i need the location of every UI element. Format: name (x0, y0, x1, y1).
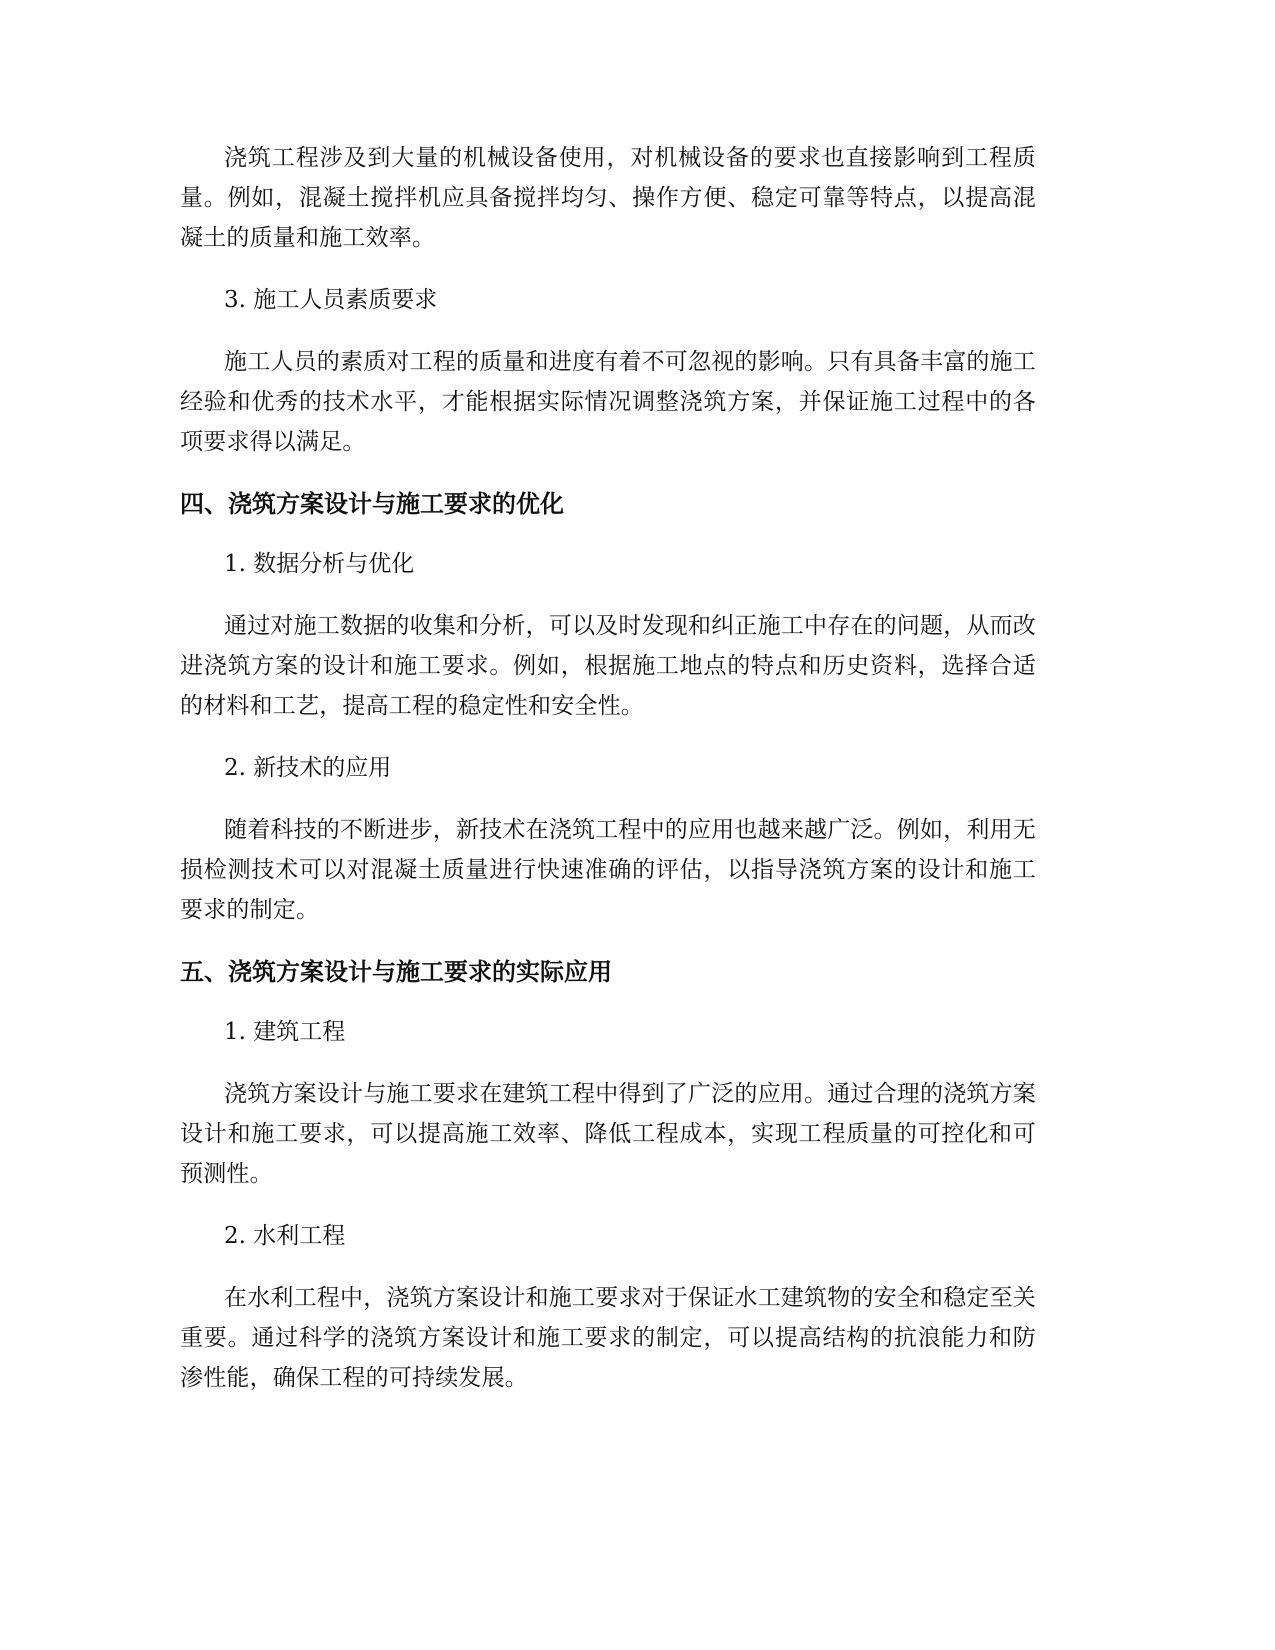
subheading-new-tech: 2. 新技术的应用 (224, 755, 392, 781)
paragraph-new-tech: 随着科技的不断进步，新技术在浇筑工程中的应用也越来越广泛。例如，利用无损检测技术可以对混凝土质量进行快速准确的评估，以指导浇筑方案的设计和施工要求的制定。 (180, 817, 1036, 923)
section-heading-application: 五、浇筑方案设计与施工要求的实际应用 (180, 958, 612, 986)
document-page (180, 138, 1036, 1420)
paragraph-data-analysis: 通过对施工数据的收集和分析，可以及时发现和纠正施工中存在的问题，从而改进浇筑方案的设计和施工要求。例如，根据施工地点的特点和历史资料，选择合适的材料和工艺，提高工程的稳定性和安全性。 (180, 613, 1036, 719)
subheading-building: 1. 建筑工程 (224, 1019, 346, 1045)
subheading-hydraulic: 2. 水利工程 (224, 1223, 346, 1249)
paragraph-hydraulic: 在水利工程中，浇筑方案设计和施工要求对于保证水工建筑物的安全和稳定至关重要。通过科学的浇筑方案设计和施工要求的制定，可以提高结构的抗浪能力和防渗性能，确保工程的可持续发展。 (180, 1285, 1036, 1391)
paragraph-personnel: 施工人员的素质对工程的质量和进度有着不可忽视的影响。只有具备丰富的施工经验和优秀的技术水平，才能根据实际情况调整浇筑方案，并保证施工过程中的各项要求得以满足。 (180, 349, 1036, 455)
subheading-personnel: 3. 施工人员素质要求 (224, 287, 438, 313)
section-heading-optimization: 四、浇筑方案设计与施工要求的优化 (180, 490, 564, 518)
paragraph-building: 浇筑方案设计与施工要求在建筑工程中得到了广泛的应用。通过合理的浇筑方案设计和施工要求，可以提高施工效率、降低工程成本，实现工程质量的可控化和可预测性。 (180, 1081, 1036, 1187)
paragraph-equipment: 浇筑工程涉及到大量的机械设备使用，对机械设备的要求也直接影响到工程质量。例如，混凝土搅拌机应具备搅拌均匀、操作方便、稳定可靠等特点，以提高混凝土的质量和施工效率。 (180, 145, 1036, 251)
subheading-data-analysis: 1. 数据分析与优化 (224, 551, 415, 577)
